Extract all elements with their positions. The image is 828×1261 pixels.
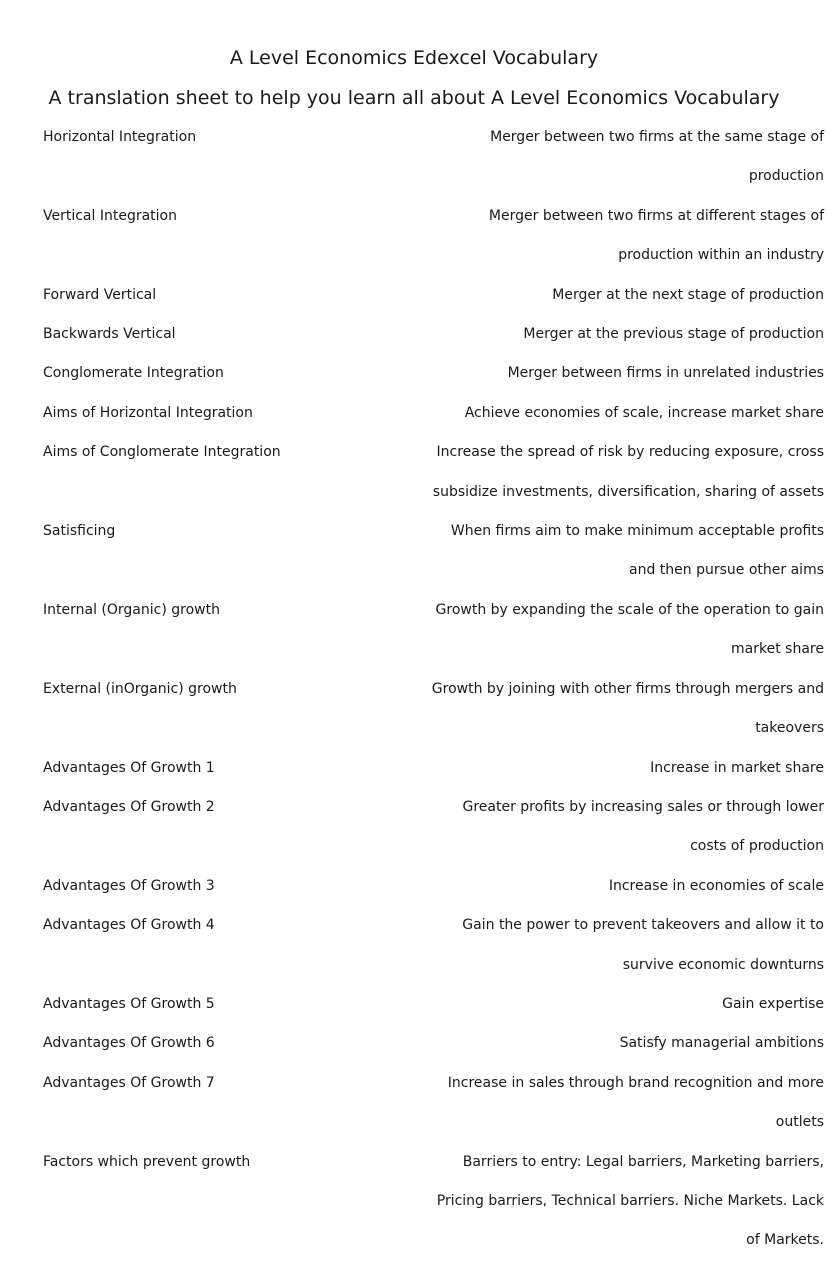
vocab-term: Advantages Of Growth 6 (43, 1035, 215, 1052)
vocab-term: Aims of Conglomerate Integration (43, 444, 281, 461)
vocab-entry (43, 315, 824, 354)
vocab-term: Horizontal Integration (43, 129, 197, 145)
vocab-term: Backwards Vertical (43, 326, 176, 343)
vocab-term: Factors which prevent growth (43, 1153, 251, 1170)
vocab-term: Advantages Of Growth 4 (43, 917, 215, 934)
vocab-entry (43, 354, 824, 393)
vocab-entry (43, 276, 824, 315)
vocab-definition: Satisfy managerial ambitions (619, 1035, 824, 1052)
vocab-entry (43, 788, 824, 867)
vocab-term: Advantages Of Growth 1 (43, 759, 215, 776)
vocab-entry (43, 433, 824, 512)
vocab-entry (43, 1143, 824, 1261)
vocab-entry (43, 591, 824, 670)
vocab-entry (43, 1024, 824, 1063)
vocab-definition: Growth by joining with other firms through mergers and takeovers (431, 680, 824, 737)
vocab-term: Aims of Horizontal Integration (43, 404, 253, 421)
vocab-definition: Increase the spread of risk by reducing exposure, cross subsidize investments, diversification, sharing of assets (432, 444, 824, 500)
vocab-entry (43, 118, 824, 197)
vocab-definition: Merger between two firms at different stages of production within an industry (488, 207, 824, 264)
vocab-term: Advantages Of Growth 2 (43, 798, 215, 815)
vocab-definition: When firms aim to make minimum acceptable profits and then pursue other aims (450, 523, 824, 579)
vocab-term: Advantages Of Growth 5 (43, 995, 215, 1012)
page-subtitle: A translation sheet to help you learn all about A Level Economics Vocabulary (48, 87, 780, 109)
vocab-term: Advantages Of Growth 3 (43, 877, 215, 894)
vocab-entry (43, 512, 824, 591)
vocab-definition: Increase in sales through brand recognition and more outlets (447, 1074, 824, 1131)
vocab-definition: Barriers to entry: Legal barriers, Marketing barriers, Pricing barriers, Technical barriers. Niche Markets. Lack of Markets. (436, 1153, 824, 1249)
vocab-entry (43, 394, 824, 433)
vocab-entry (43, 867, 824, 906)
vocab-definition: Gain expertise (722, 995, 824, 1012)
vocabulary-list (43, 118, 824, 1261)
vocab-term: Conglomerate Integration (43, 365, 224, 382)
vocab-entry (43, 670, 824, 749)
vocab-definition: Merger at the next stage of production (552, 286, 824, 303)
vocab-definition: Greater profits by increasing sales or through lower costs of production (462, 798, 824, 855)
vocab-term: External (inOrganic) growth (43, 680, 237, 697)
vocab-entry (43, 1064, 824, 1143)
vocab-definition: Merger between two firms at the same stage of production (490, 129, 824, 185)
vocab-definition: Achieve economies of scale, increase market share (464, 404, 824, 421)
vocab-term: Vertical Integration (43, 207, 177, 224)
vocab-definition: Merger at the previous stage of production (523, 326, 824, 343)
vocab-definition: Gain the power to prevent takeovers and allow it to survive economic downturns (462, 917, 824, 973)
vocab-entry (43, 749, 824, 788)
vocab-term: Internal (Organic) growth (43, 601, 220, 618)
vocab-entry (43, 985, 824, 1024)
vocab-term: Satisficing (43, 523, 116, 540)
vocab-definition: Increase in economies of scale (608, 877, 824, 894)
vocab-definition: Growth by expanding the scale of the operation to gain market share (435, 601, 824, 658)
page-title: A Level Economics Edexcel Vocabulary (229, 47, 599, 69)
vocab-term: Advantages Of Growth 7 (43, 1074, 215, 1091)
vocab-definition: Increase in market share (650, 759, 824, 776)
vocab-term: Forward Vertical (43, 286, 157, 303)
vocab-definition: Merger between firms in unrelated industries (507, 365, 824, 382)
vocab-entry (43, 906, 824, 985)
vocab-entry (43, 197, 824, 276)
